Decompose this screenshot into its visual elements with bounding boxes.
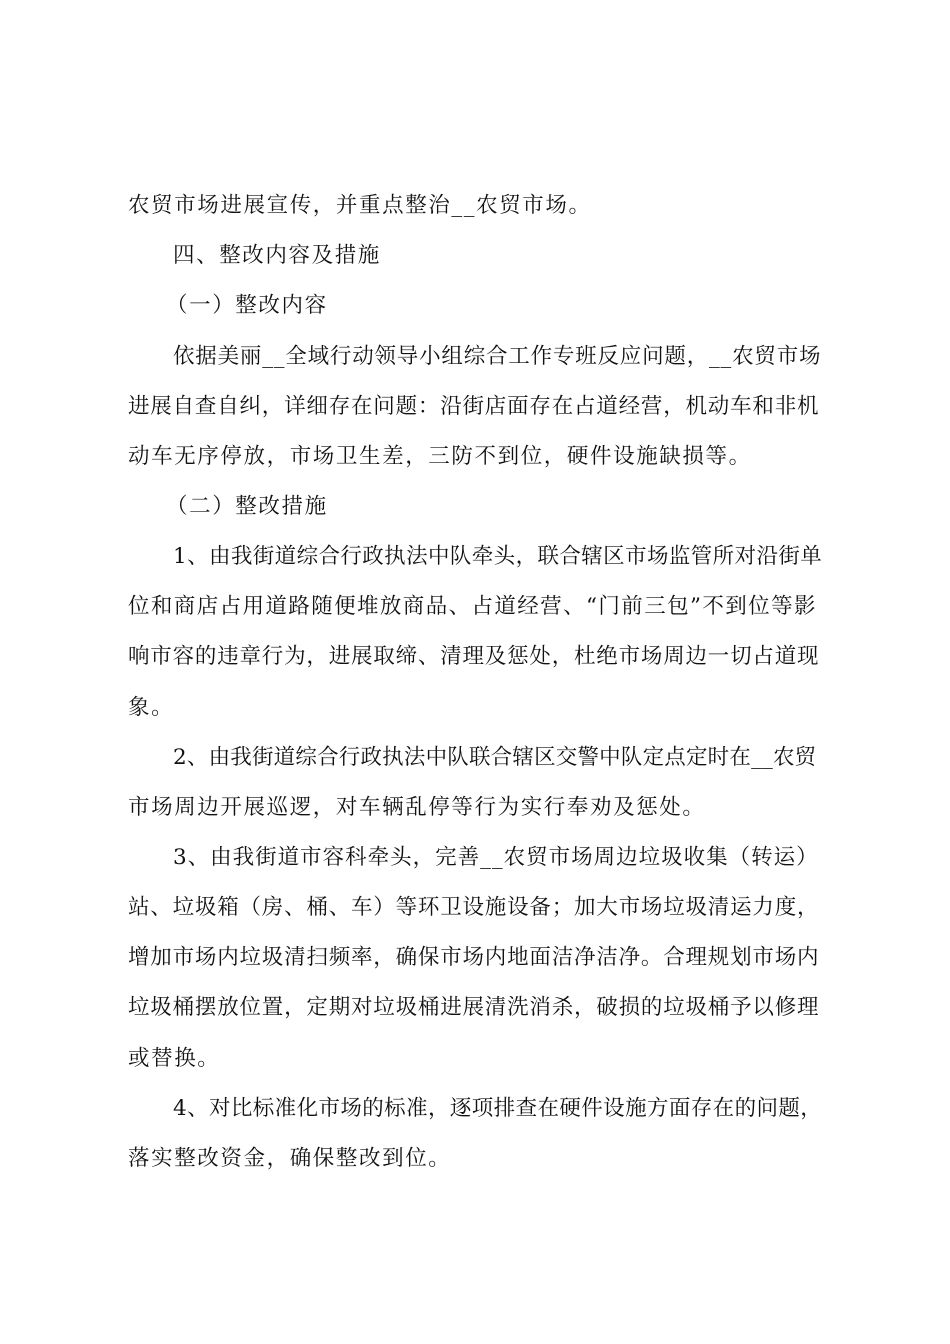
paragraph-line: 动车无序停放，市场卫生差，三防不到位，硬件设施缺损等。 [128, 444, 752, 469]
paragraph-line: 2、由我街道综合行政执法中队联合辖区交警中队定点定时在__农贸 [173, 745, 817, 770]
subsection-heading: （二）整改措施 [166, 494, 328, 519]
subsection-heading: （一）整改内容 [166, 293, 328, 318]
paragraph-line: 落实整改资金，确保整改到位。 [128, 1146, 452, 1171]
paragraph-line: 站、垃圾箱（房、桶、车）等环卫设施设备；加大市场垃圾清运力度， [128, 895, 820, 920]
paragraph-line: 市场周边开展巡逻，对车辆乱停等行为实行奉劝及惩处。 [128, 795, 706, 820]
paragraph-line: 象。 [128, 695, 175, 720]
paragraph-line: 响市容的违章行为，进展取缔、清理及惩处，杜绝市场周边一切占道现 [128, 644, 820, 669]
paragraph-line: 增加市场内垃圾清扫频率，确保市场内地面洁净洁净。合理规划市场内 [128, 945, 820, 970]
paragraph-line: 农贸市场进展宣传，并重点整治__农贸市场。 [128, 193, 592, 218]
paragraph-line: 位和商店占用道路随便堆放商品、占道经营、“门前三包”不到位等影 [128, 594, 817, 619]
paragraph-line: 进展自查自纠，详细存在问题：沿街店面存在占道经营，机动车和非机 [128, 394, 820, 419]
paragraph-line: 或替换。 [128, 1046, 221, 1071]
section-heading: 四、整改内容及措施 [173, 243, 381, 268]
paragraph-line: 1、由我街道综合行政执法中队牵头，联合辖区市场监管所对沿街单 [173, 544, 823, 569]
paragraph-line: 3、由我街道市容科牵头，完善__农贸市场周边垃圾收集（转运） [173, 845, 819, 870]
paragraph-line: 4、对比标准化市场的标准，逐项排查在硬件设施方面存在的问题， [173, 1096, 823, 1121]
paragraph-line: 依据美丽__全域行动领导小组综合工作专班反应问题，__农贸市场 [173, 344, 822, 369]
paragraph-line: 垃圾桶摆放位置，定期对垃圾桶进展清洗消杀，破损的垃圾桶予以修理 [128, 995, 820, 1020]
